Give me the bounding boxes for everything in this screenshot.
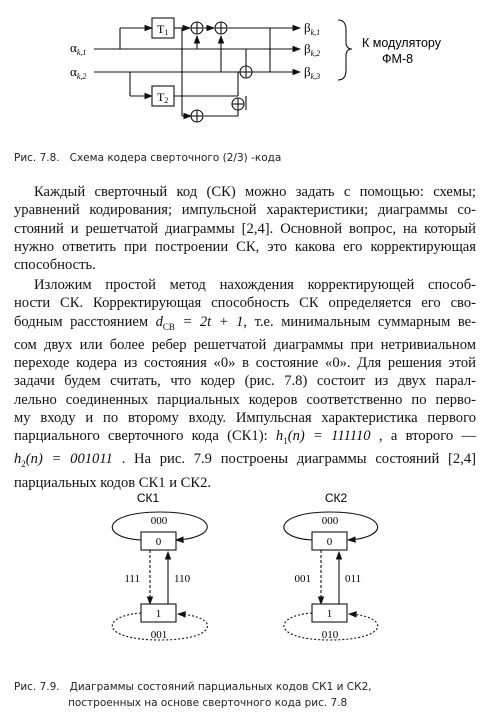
text-line-formula: парциального сверточного кода (СК1): $h_1(n) = 111110$ , а второго — xyxy=(14,428,476,447)
text-line: му входу и по второму входу. Импульсная характеристика первого xyxy=(14,409,476,426)
ck2-top-loop-label: 000 xyxy=(321,515,339,527)
encoder-diagram xyxy=(0,0,488,140)
modulator-line1: К модулятору xyxy=(362,36,441,50)
alpha2-label: $\alpha_{k,2}$ xyxy=(70,64,87,81)
text-line: лельно соединенных парциальных кодеров соответственно по перво- xyxy=(14,391,476,408)
text-line: Изложим простой метод нахождения корректирующей способ- xyxy=(34,277,476,293)
ck2-state-1: 1 xyxy=(326,608,333,620)
ck2-bottom-loop-label: 010 xyxy=(321,629,339,641)
formula-dcb: $d_{CB} = 2t + 1$ xyxy=(155,313,244,332)
paragraph-1 xyxy=(14,183,476,274)
alpha1-label: $\alpha_{k,1}$ xyxy=(70,40,87,57)
modulator-line2: ФМ-8 xyxy=(382,52,414,66)
caption-line-1: Диаграммы состояний парциальных кодов СК1 и СК2, xyxy=(69,681,372,693)
beta2-label: $\beta_{k,2}$ xyxy=(304,41,321,58)
ck1-diagram xyxy=(112,491,207,641)
ck1-left-label: 111 xyxy=(124,573,140,585)
ck1-bottom-loop-label: 001 xyxy=(150,629,168,641)
ck1-state-1: 1 xyxy=(155,608,162,620)
paragraph-2 xyxy=(14,276,476,492)
text-line: стояний и решетчатой диаграммы [2,4]. Основной вопрос, на который xyxy=(14,220,476,237)
formula-h1: $h_1(n) = 111110$ xyxy=(275,428,371,447)
ck2-diagram xyxy=(284,491,378,641)
beta3-label: $\beta_{k,3}$ xyxy=(304,64,321,81)
text-line: задачи будем считать, что кодер (рис. 7.8) состоит из двух парал- xyxy=(14,373,476,390)
ck1-top-loop-label: 000 xyxy=(150,515,168,527)
ck2-left-label: 001 xyxy=(294,573,311,585)
text-line: ности СК. Корректирующая способность СК определяется его сво- xyxy=(14,295,476,312)
t2-label: T2 xyxy=(157,90,169,105)
caption-text: Схема кодера сверточного (2/3) -кода xyxy=(69,152,282,164)
ck2-state-0: 0 xyxy=(326,536,333,548)
figure-caption-7-9 xyxy=(14,679,372,711)
text-line: способность. xyxy=(14,257,96,274)
text-line: нужно ответить при построении СК, это какова его корректирующая xyxy=(14,238,476,255)
text-line: парциальных кодов СК1 и СК2. xyxy=(14,474,212,491)
ck1-state-0: 0 xyxy=(155,536,162,548)
text-line-formula: бодным расстоянием $d_{CB} = 2t + 1$, т.е. минимальным суммарным ве- xyxy=(14,313,476,332)
caption-line-2: построенных на основе сверточного кода рис. 7.8 xyxy=(68,697,348,709)
text-line: уравнений кодирования; импульсной характеристики; диаграммы со- xyxy=(14,202,476,219)
figure-caption-7-8 xyxy=(14,152,281,164)
ck2-right-label: 011 xyxy=(345,573,362,585)
ck2-title: СК2 xyxy=(324,491,348,505)
formula-h2: $h_2(n) = 001011$ xyxy=(14,451,113,470)
caption-label: Рис. 7.8. xyxy=(14,152,60,164)
text-line-formula: $h_2(n) = 001011$ . На рис. 7.9 построены диаграммы состояний [2,4] xyxy=(14,451,477,470)
beta1-label: $\beta_{k,1}$ xyxy=(304,20,321,37)
ck1-title: СК1 xyxy=(136,491,160,505)
text-line: переходе кодера из состояния «0» в состояние «0». Для решения этой xyxy=(14,355,476,372)
text-line: сом двух или более ребер решетчатой диаграммы при нетривиальном xyxy=(14,336,476,353)
state-diagrams xyxy=(0,488,488,658)
ck1-right-label: 110 xyxy=(174,573,191,585)
caption-label: Рис. 7.9. xyxy=(14,681,60,693)
text-line: Каждый сверточный код (СК) можно задать с помощью: схемы; xyxy=(34,184,476,200)
t1-label: T1 xyxy=(157,22,169,37)
